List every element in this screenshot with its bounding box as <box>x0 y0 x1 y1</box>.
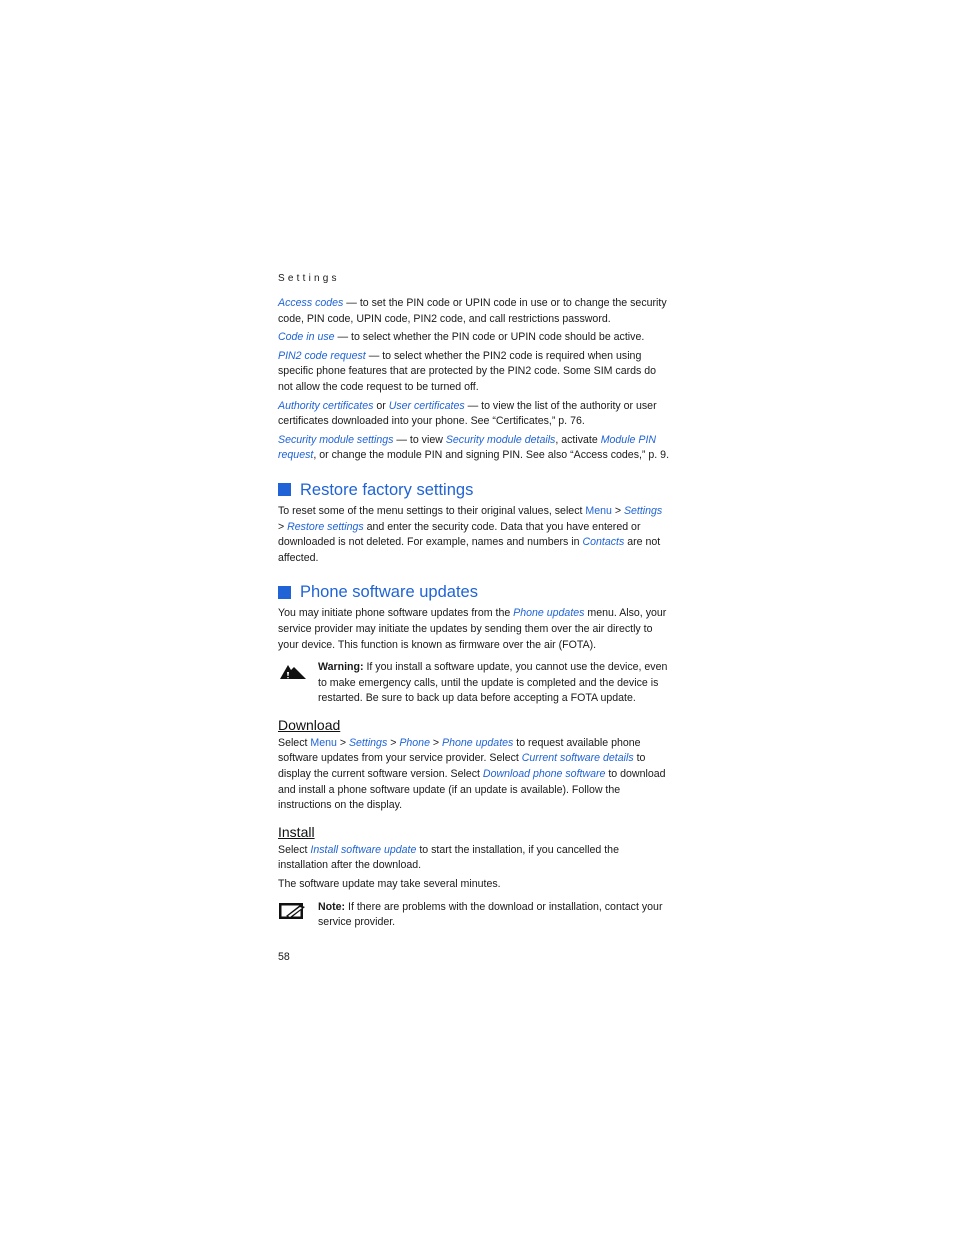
current-software-details-ref: Current software details <box>521 752 634 765</box>
install-paragraph: Select Install software update to start the installation, if you cancelled the installation after the download. <box>278 843 619 872</box>
phone-updates-ref: Phone updates <box>442 736 514 749</box>
running-header: Settings <box>278 273 340 284</box>
settings-ref: Settings <box>623 504 663 517</box>
access-codes-link: Access codes <box>278 297 344 309</box>
menu-ref: Menu <box>585 504 612 517</box>
install-duration: The software update may take several minutes. <box>278 878 501 891</box>
access-codes-item: Access codes — to set the PIN code or UPIN code in use or to change the security code, PIN code, UPIN code, PIN2 code, and call restrictions password. <box>278 297 667 325</box>
menu-ref: Menu <box>310 736 337 749</box>
warning-text: Warning: If you install a software update, you cannot use the device, even to make emergency calls, until the update is completed and the device is restarted. Be sure to back up data before accepting a FOTA update. <box>318 661 668 705</box>
code-in-use-item: Code in use — to select whether the PIN code or UPIN code should be active. <box>278 331 645 344</box>
security-module-details-link: Security module details <box>445 433 556 446</box>
install-software-update-ref: Install software update <box>310 843 417 856</box>
settings-ref: Settings <box>348 736 388 749</box>
certificates-item: Authority certificates or User certificates — to view the list of the authority or user certificates downloaded into your phone. See “Certificates,” p. 76. <box>278 399 657 428</box>
security-module-item: Security module settings — to view Security module details, activate Module PIN request, or change the module PIN and signing PIN. See also “Access codes,” p. 9. <box>278 433 670 462</box>
pin2-request-item: PIN2 code request — to select whether the PIN2 code is required when using specific phone features that are protected by the PIN2 code. Some SIM cards do not allow the code request to be turned off. <box>278 349 657 393</box>
restore-settings-ref: Restore settings <box>287 520 364 533</box>
authority-certificates-link: Authority certificates <box>278 399 374 412</box>
user-certificates-link: User certificates <box>388 399 465 412</box>
module-pin-request-link: Module PIN request <box>278 433 657 462</box>
warning-callout <box>278 660 670 707</box>
pin2-request-link: PIN2 code request <box>278 349 366 362</box>
warning-icon <box>278 661 308 681</box>
phone-updates-ref: Phone updates <box>513 607 585 620</box>
download-paragraph: Select Menu > Settings > Phone > Phone updates to request available phone software updates from your service provider. Select Current software details to display the current software version. Select Download phone software to download and install a phone software update (if an update is available). Follow the instructions on the display. <box>278 736 666 812</box>
note-text: Note: If there are problems with the download or installation, contact your service provider. <box>318 900 663 929</box>
note-icon <box>278 901 308 921</box>
manual-page <box>278 273 670 963</box>
restore-paragraph: To reset some of the menu settings to their original values, select Menu > Settings > Restore settings and enter the security code. Data that you have entered or downloaded is not deleted. For example, names and numbers in Contacts are not affected. <box>278 504 663 564</box>
code-in-use-link: Code in use <box>278 331 335 344</box>
updates-heading: Phone software updates <box>278 582 670 602</box>
contacts-ref: Contacts <box>582 536 625 549</box>
download-heading: Download <box>278 716 341 733</box>
install-heading: Install <box>278 823 315 840</box>
section-square-icon <box>278 586 291 599</box>
download-phone-software-ref: Download phone software <box>482 768 606 781</box>
updates-intro: You may initiate phone software updates from the Phone updates menu. Also, your service provider may initiate the updates by sending them over the air directly to your device. This function is known as firmware over the air (FOTA). <box>278 607 667 651</box>
note-callout <box>278 900 670 931</box>
security-module-settings-link: Security module settings <box>278 433 394 446</box>
restore-heading: Restore factory settings <box>278 480 670 500</box>
section-square-icon <box>278 483 291 496</box>
phone-ref: Phone <box>399 736 430 749</box>
page-number: 58 <box>278 950 290 963</box>
